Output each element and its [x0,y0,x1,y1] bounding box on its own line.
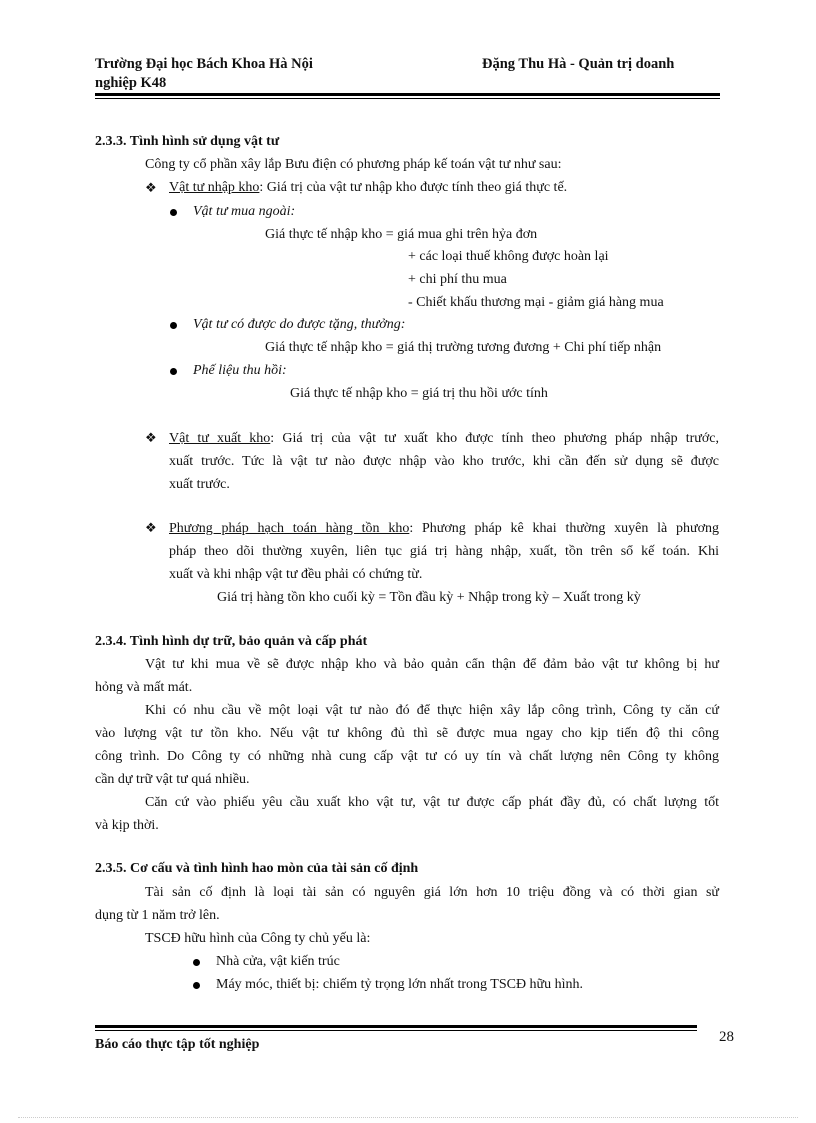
header-class: nghiệp K48 [95,75,167,91]
export-line [169,432,719,446]
paragraph-line: công trình. Do Công ty có những nhà cung cấp vật tư có uy tín và chất lượng nên Công ty không [95,749,719,764]
export-text: : Giá trị của vật tư xuất kho được tính theo phương pháp nhập trước, [270,431,720,446]
paragraph-line: TSCĐ hữu hình của Công ty chủ yếu là: [145,931,371,946]
diamond-bullet-icon: ❖ [145,520,157,535]
paragraph-line: pháp theo dõi thường xuyên, liên tục giá trị hàng nhập, xuất, tồn trên sổ kế toán. Khi [169,544,719,559]
formula-line: Giá thực tế nhập kho = giá trị thu hồi ước tính [290,386,548,401]
header-author: Đặng Thu Hà - Quản trị doanh [482,56,675,72]
formula-line: Giá thực tế nhập kho = giá mua ghi trên hỷa đơn [265,227,538,242]
formula-line: Giá thực tế nhập kho = giá thị trường tương đương + Chi phí tiếp nhận [265,340,662,355]
method-line [169,522,719,536]
bullet-icon [193,959,200,966]
footer-rule-thick [95,1025,697,1028]
page-number: 28 [719,1029,734,1045]
import-label: Vật tư nhập kho [169,180,260,195]
scrap-label: Phế liệu thu hồi: [193,363,287,378]
gift-label: Vật tư có được do được tặng, thưởng: [193,317,406,332]
import-item [169,181,567,195]
paragraph-line: xuất trước. [169,477,230,492]
bullet-icon [170,322,177,329]
method-text: : Phương pháp kê khai thường xuyên là phương [409,521,719,536]
footer-title: Báo cáo thực tập tốt nghiệp [95,1037,260,1052]
section-title-2-3-3: 2.3.3. Tình hình sử dụng vật tư [95,134,280,149]
buy-label: Vật tư mua ngoài: [193,204,296,219]
bullet-icon [193,982,200,989]
paragraph-line: Căn cứ vào phiếu yêu cầu xuất kho vật tư, vật tư được cấp phát đầy đủ, có chất lượng tốt [145,795,719,810]
list-item: Nhà cửa, vật kiến trúc [216,954,340,969]
header-university: Trường Đại học Bách Khoa Hà Nội [95,56,313,72]
formula-line: + các loại thuế không được hoàn lại [408,249,609,264]
diamond-bullet-icon: ❖ [145,430,157,445]
method-label: Phương pháp hạch toán hàng tồn kho [169,521,410,536]
page-edge-divider [18,1117,798,1118]
import-text: : Giá trị của vật tư nhập kho được tính theo giá thực tế. [259,180,568,195]
list-item: Máy móc, thiết bị: chiếm tỷ trọng lớn nhất trong TSCĐ hữu hình. [216,977,584,992]
paragraph-line: Khi có nhu cầu về một loại vật tư nào đó để thực hiện xây lắp công trình, Công ty căn cứ [145,703,719,718]
paragraph: Công ty cổ phần xây lắp Bưu điện có phương pháp kế toán vật tư như sau: [145,157,562,172]
formula-line: - Chiết khấu thương mại - giảm giá hàng mua [408,295,664,310]
paragraph-line: xuất trước. Tức là vật tư nào được nhập vào kho trước, khi cần đến sử dụng sẽ được [169,454,719,469]
footer-rule-thin [95,1030,697,1031]
export-label: Vật tư xuất kho [169,431,271,446]
bullet-icon [170,209,177,216]
paragraph-line: vào lượng vật tư tồn kho. Nếu vật tư không đủ thì sẽ được mua ngay cho kịp tiến độ thi công [95,726,719,741]
paragraph-line: hỏng và mất mát. [95,680,193,695]
section-title-2-3-4: 2.3.4. Tình hình dự trữ, bảo quản và cấp phát [95,634,368,649]
paragraph-line: và kịp thời. [95,818,159,833]
paragraph-line: dụng từ 1 năm trở lên. [95,908,220,923]
paragraph-line: cần dự trữ vật tư quá nhiều. [95,772,250,787]
header-rule-thick [95,93,720,96]
formula-line: + chi phí thu mua [408,272,507,287]
paragraph-line: Vật tư khi mua về sẽ được nhập kho và bảo quản cẩn thận để đảm bảo vật tư không bị hư [145,657,719,672]
formula-line: Giá trị hàng tồn kho cuối kỳ = Tồn đầu kỳ + Nhập trong kỳ – Xuất trong kỳ [217,590,641,605]
diamond-bullet-icon: ❖ [145,180,157,195]
section-title-2-3-5: 2.3.5. Cơ cấu và tình hình hao mòn của tài sản cố định [95,861,419,876]
header-rule-thin [95,98,720,99]
paragraph-line: Tài sản cố định là loại tài sản có nguyên giá lớn hơn 10 triệu đồng và có thời gian sử [145,885,719,900]
bullet-icon [170,368,177,375]
paragraph-line: xuất và khi nhập vật tư đều phải có chứng từ. [169,567,423,582]
